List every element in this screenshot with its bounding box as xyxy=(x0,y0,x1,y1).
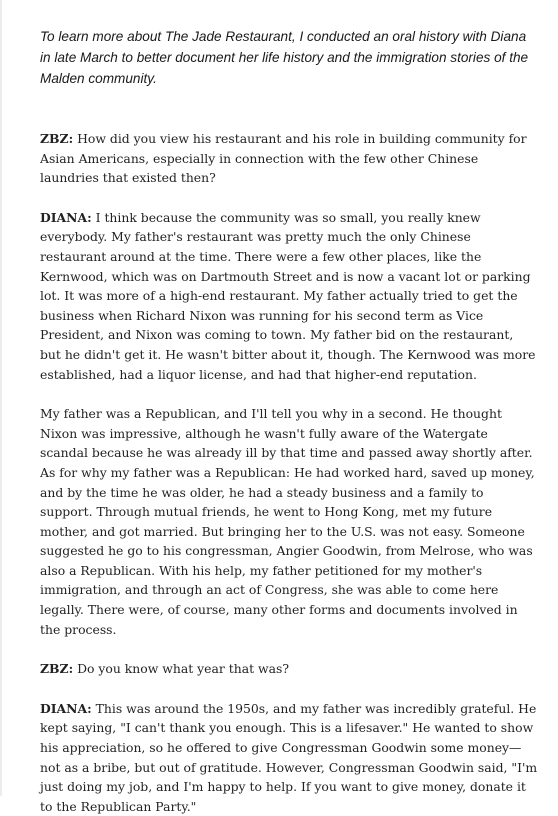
intro-paragraph: To learn more about The Jade Restaurant, I conducted an oral history with Diana in late March to better document her life history and the immigration stories of the Malden community. xyxy=(40,29,529,86)
interview-paragraph-2 xyxy=(40,208,538,384)
interview-paragraph-5 xyxy=(40,699,538,816)
speaker-label: ZBZ: xyxy=(40,661,74,677)
speaker-label: DIANA: xyxy=(40,209,92,225)
speaker-label: ZBZ: xyxy=(40,131,74,146)
interview-paragraph-1 xyxy=(40,129,538,188)
paragraph-text: This was around the 1950s, and my father was incredibly grateful. He kept saying, "I can't thank you enough. This is a lifesaver." He wanted to show his appreciation, so he offered to give Congressman Goodwin some money—not as a bribe, but out of gratitude. However, Congressman Goodwin said, "I'm just doing my job, and I'm happy to help. If you want to give money, donate it to the Republican Party." xyxy=(40,700,538,814)
speaker-label: DIANA: xyxy=(40,700,92,716)
paragraph-text: My father was a Republican, and I'll tell you why in a second. He thought Nixon was impressive, although he wasn't fully aware of the Watergate scandal because he was already ill by that time and passed away shortly after. As for why my father was a Republican: He had worked hard, saved up money, and by the time he was older, he had a steady business and a family to support. Through mutual friends, he went to Hong Kong, met my future mother, and got married. But bringing her to the U.S. was not easy. Someone suggested he go to his congressman, Angier Goodwin, from Melrose, who was also a Republican. With his help, my father petitioned for my mother's immigration, and through an act of Congress, she was able to come here legally. There were, of course, many other forms and documents involved in the process. xyxy=(40,406,535,637)
interview-paragraph-4 xyxy=(40,659,538,679)
paragraph-text: Do you know what year that was? xyxy=(73,661,290,677)
paragraph-text: How did you view his restaurant and his role in building community for Asian Americans, especially in connection with the few other Chinese laundries that existed then? xyxy=(40,131,527,186)
paragraph-text: I think because the community was so small, you really knew everybody. My father's restaurant was pretty much the only Chinese restaurant around at the time. There were a few other places, like the Kernwood, which was on Dartmouth Street and is now a vacant lot or parking lot. It was more of a high-end restaurant. My father actually tried to get the business when Richard Nixon was running for his second term as Vice President, and Nixon was coming to town. My father bid on the restaurant, but he didn't get it. He wasn't bitter about it, though. The Kernwood was more established, had a liquor license, and had that higher-end reputation. xyxy=(40,209,536,382)
interview-paragraph-3 xyxy=(40,404,538,639)
page-left-border xyxy=(0,0,2,796)
